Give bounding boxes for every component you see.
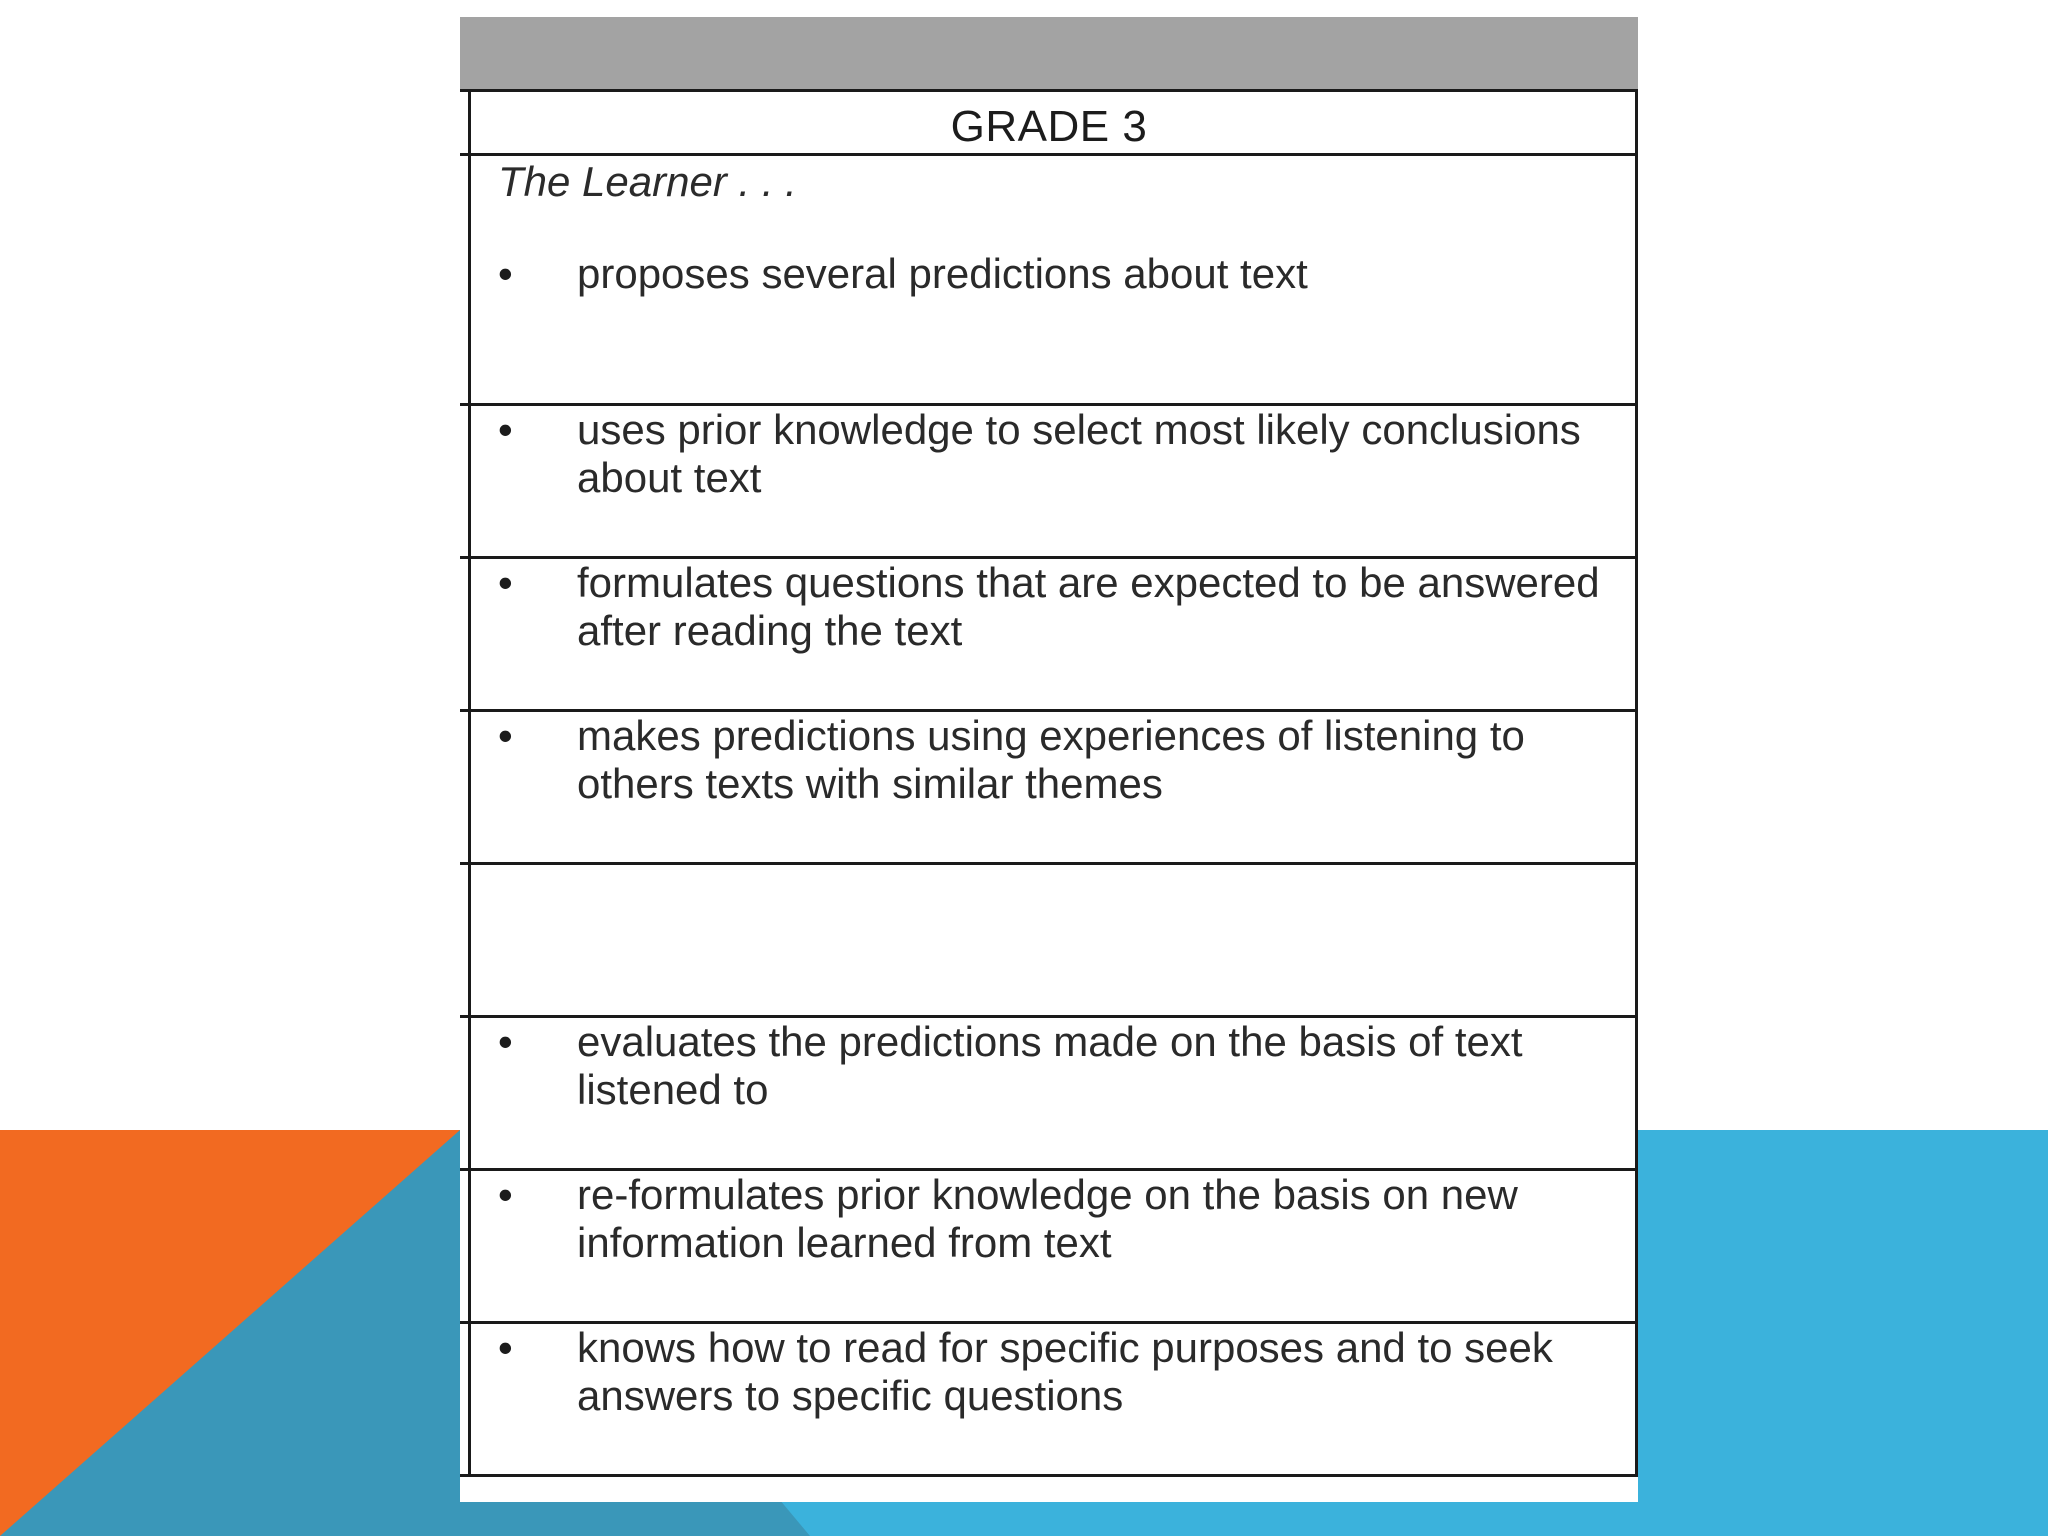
bullet-icon: • xyxy=(498,712,513,759)
bullet-icon: • xyxy=(498,1324,513,1371)
grade-3-document xyxy=(460,17,1638,1502)
table-row xyxy=(460,1015,1638,1168)
table-row xyxy=(460,1168,1638,1321)
list-item: re-formulates prior knowledge on the basis on new information learned from text xyxy=(577,1171,1518,1266)
table-row xyxy=(460,403,1638,556)
bullet-icon: • xyxy=(498,559,513,606)
list-item: uses prior knowledge to select most likely conclusions about text xyxy=(577,406,1581,501)
bullet-icon: • xyxy=(498,406,513,453)
table-heading-row xyxy=(460,89,1638,153)
list-item: makes predictions using experiences of listening to others texts with similar themes xyxy=(577,712,1525,807)
list-item: formulates questions that are expected to be answered after reading the text xyxy=(577,559,1600,654)
table-row xyxy=(460,709,1638,862)
learner-intro: The Learner . . . xyxy=(498,158,797,205)
list-item: proposes several predictions about text xyxy=(577,250,1308,297)
list-item: evaluates the predictions made on the basis of text listened to xyxy=(577,1018,1523,1113)
table-row xyxy=(460,1321,1638,1477)
bullet-icon: • xyxy=(498,250,513,297)
document-header-bar xyxy=(460,17,1638,89)
list-item: knows how to read for specific purposes and to seek answers to specific questions xyxy=(577,1324,1553,1419)
table-row xyxy=(460,556,1638,709)
table-row xyxy=(460,153,1638,403)
learner-outcomes-table xyxy=(460,89,1638,1494)
grade-heading: GRADE 3 xyxy=(950,102,1148,151)
table-row-empty xyxy=(460,862,1638,1015)
bullet-icon: • xyxy=(498,1018,513,1065)
bullet-icon: • xyxy=(498,1171,513,1218)
